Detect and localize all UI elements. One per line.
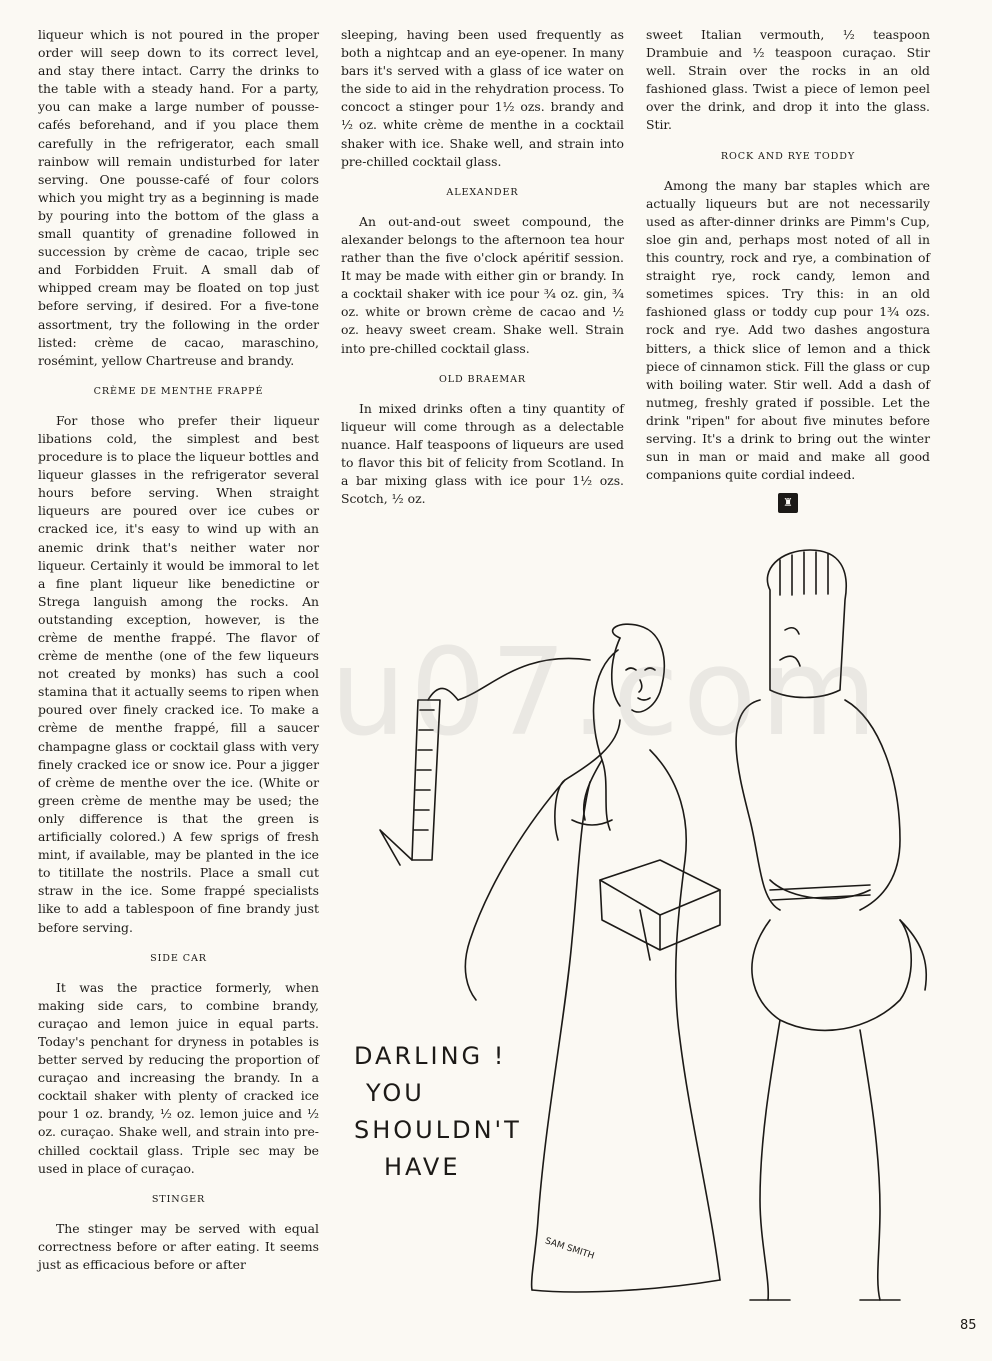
- paragraph: For those who prefer their liqueur libations cold, the simplest and best procedure is to place the liqueur bottles and liqueur glasses in the refrigerator several hours before serving. When straight liqueurs are poured over ice cubes or cracked ice, it's easy to wind up with an anemic drink that's neither water nor liqueur. Certainly it would be immoral to let a fine plant liqueur like benedictine or Strega languish among the rocks. An outstanding exception, however, is the crème de menthe frappé. The flavor of crème de menthe (one of the few liqueurs not created by monks) has such a cool stamina that it actually seems to ripen when poured over finely cracked ice. To make a crème de menthe frappé, fill a saucer champagne glass or cocktail glass with very finely cracked ice or snow ice. Pour a jigger of crème de menthe over the ice. (White or green crème de menthe may be used; the only difference is that the green is artificially colored.) A few sprigs of fresh mint, if available, may be planted in the ice to titillate the nostrils. Place a small cut straw in the ice. Some frappé specialists like to add a tablespoon of fine brandy just before serving.: [38, 412, 319, 935]
- section-heading-stinger: STINGER: [151, 1193, 206, 1205]
- watermark: u07.com: [330, 624, 882, 763]
- paragraph: An out-and-out sweet compound, the alexander belongs to the afternoon tea hour rather than the five o'clock apéritif session. It may be made with either gin or brandy. In a cocktail shaker with ice pour ¾ oz. gin, ¾ oz. white or brown crème de cacao and ½ oz. heavy sweet cream. Shake well. Strain into pre-chilled cocktail glass.: [341, 213, 624, 356]
- column-2: [341, 26, 624, 508]
- paragraph: liqueur which is not poured in the proper order will seep down to its correct level, and stay there intact. Carry the drinks to the table with a steady hand. For a party, you can make a large number of pousse-cafés beforehand, and if you place them carefully in the refrigerator, each small rainbow will remain undisturbed for later serving. One pousse-café of four colors which you might try as a beginning is made by pouring into the bottom of the glass a small quantity of grenadine followed in succession by crème de cacao, triple sec and Forbidden Fruit. A small dab of whipped cream may be floated on top just before serving, if desired. For a five-tone assortment, try the following in the order listed: crème de cacao, maraschino, rosémint, yellow Chartreuse and brandy.: [38, 27, 319, 368]
- caption-line: SHOULDN'T: [354, 1116, 522, 1144]
- paragraph: sweet Italian vermouth, ½ teaspoon Drambuie and ½ teaspoon curaçao. Stir well. Strain over the rocks in an old fashioned glass. Twist a piece of lemon peel over the drink, and drop it into the glass. Stir.: [646, 27, 930, 133]
- paragraph: The stinger may be served with equal correctness before or after eating. It seems just as efficacious before or after: [38, 1220, 319, 1272]
- section-heading-creme-de-menthe: CRÈME DE MENTHE FRAPPÉ: [93, 385, 264, 397]
- end-mark-icon: ♜: [778, 493, 798, 513]
- paragraph: Among the many bar staples which are actually liqueurs but are not necessarily used as after-dinner drinks are Pimm's Cup, sloe gin and, perhaps most noted of all in this country, rock and rye, a combination of straight rye, rock candy, lemon and sometimes spices. Try this: in an old fashioned glass or toddy cup pour 1¾ ozs. rock and rye. Add two dashes angostura bitters, a thick slice of lemon and a thick piece of cinnamon stick. Fill the glass or cup with boiling water. Stir well. Add a dash of nutmeg, freshly grated if possible. Let the drink "ripen" for about five minutes before serving. It's a drink to bring out the winter sun in man or maid and make all good companions quite cordial indeed.: [646, 177, 930, 483]
- section-heading-side-car: SIDE CAR: [150, 952, 207, 964]
- column-1: [38, 26, 319, 1274]
- artist-signature: SAM SMITH: [543, 1236, 596, 1262]
- caption-line: HAVE: [384, 1153, 461, 1181]
- section-heading-old-braemar: OLD BRAEMAR: [438, 373, 527, 385]
- section-heading-alexander: ALEXANDER: [446, 186, 519, 198]
- page-number: 85: [960, 1318, 977, 1333]
- paragraph: It was the practice formerly, when making side cars, to combine brandy, curaçao and lemon juice in equal parts. Today's penchant for dryness in potables is better served by reducing the proportion of curaçao and increasing the brandy. In a cocktail shaker with plenty of cracked ice pour 1 oz. brandy, ½ oz. lemon juice and ½ oz. curaçao. Shake well, and strain into pre-chilled cocktail glass. Triple sec may be used in place of curaçao.: [38, 979, 319, 1176]
- section-heading-rock-and-rye: ROCK AND RYE TODDY: [720, 150, 856, 162]
- paragraph: sleeping, having been used frequently as both a nightcap and an eye-opener. In many bars it's served with a glass of ice water on the side to aid in the rehydration process. To concoct a stinger pour 1½ ozs. brandy and ½ oz. white crème de menthe in a cocktail shaker with ice. Shake well, and strain into pre-chilled cocktail glass.: [341, 27, 624, 169]
- paragraph: In mixed drinks often a tiny quantity of liqueur will come through as a delectable nuance. Half teaspoons of liqueurs are used to flavor this bit of felicity from Scotland. In a bar mixing glass with ice pour 1½ ozs. Scotch, ½ oz.: [341, 400, 624, 507]
- caption-line: YOU: [366, 1079, 425, 1107]
- caption-line: DARLING !: [354, 1042, 507, 1070]
- column-3: [646, 26, 930, 513]
- cartoon-caption: [354, 1038, 522, 1186]
